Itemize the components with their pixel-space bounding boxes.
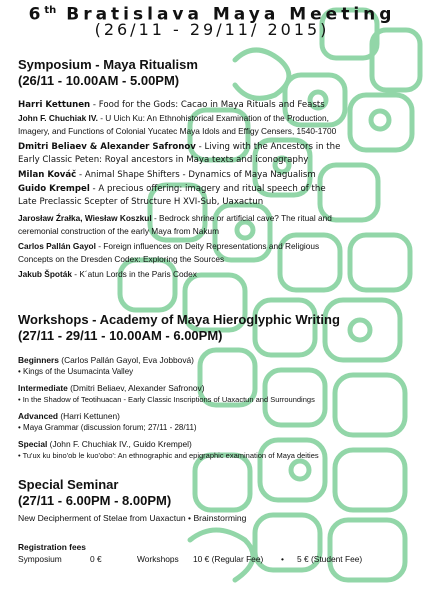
- fees-heading: Registration fees: [18, 542, 86, 552]
- level-advanced-topic: • Maya Grammar (discussion forum; 27/11 - 28/11): [18, 423, 197, 432]
- talk-4: Milan Kováč - Animal Shape Shifters - Dynamics of Maya Nagualism: [18, 170, 316, 180]
- level-intermediate-topic: • In the Shadow of Teotihuacan - Early Classic Inscriptions of Uaxactun and Surroundings: [18, 395, 315, 404]
- level-special-topic: • Tu'ux ku bino'ob le kuo'obo': An ethnographic and epigraphic examination of Maya deities: [18, 451, 319, 460]
- talk-5-cont: Late Preclassic Scepter of Structure H XVI-Sub, Uaxactun: [18, 197, 264, 207]
- talk-8: Jakub Špoták - K´atun Lords in the Paris Codex: [18, 269, 197, 279]
- fee-bullet: •: [281, 554, 284, 564]
- talk-1: Harri Kettunen - Food for the Gods: Cacao in Maya Rituals and Feasts: [18, 100, 325, 110]
- fee-workshops-regular: 10 € (Regular Fee): [193, 554, 264, 564]
- symposium-heading: Symposium - Maya Ritualism: [18, 57, 198, 72]
- symposium-time: (26/11 - 10.00AM - 5.00PM): [18, 73, 180, 88]
- seminar-heading: Special Seminar: [18, 477, 119, 492]
- event-dates: (26/11 - 29/11/ 2015): [94, 20, 330, 39]
- talk-3-cont: Early Classic Peten: Royal ancestors in Maya texts and iconography: [18, 155, 309, 165]
- level-beginners-topic: • Kings of the Usumacinta Valley: [18, 367, 134, 376]
- level-advanced: Advanced (Harri Kettunen): [18, 411, 120, 421]
- talk-7-cont: Concepts on the Dresden Codex: Exploring the Sources: [18, 254, 225, 264]
- level-intermediate: Intermediate (Dmitri Beliaev, Alexander Safronov): [18, 383, 205, 393]
- talk-6-cont: ceremonial construction of the early Maya from Nakum: [18, 226, 220, 236]
- event-title: 6th Bratislava Maya Meeting: [28, 4, 396, 25]
- level-special: Special (John F. Chuchiak IV., Guido Krempel): [18, 439, 192, 449]
- fee-workshops-label: Workshops: [137, 554, 179, 564]
- seminar-time: (27/11 - 6.00PM - 8.00PM): [18, 493, 172, 508]
- workshops-time: (27/11 - 29/11 - 10.00AM - 6.00PM): [18, 328, 223, 343]
- talk-6: Jarosław Źrałka, Wiesław Koszkul - Bedrock shrine or artificial cave? The ritual and: [18, 213, 332, 223]
- talk-5: Guido Krempel - A precious offering: imagery and ritual speech of the: [18, 184, 326, 194]
- talk-2: John F. Chuchiak IV. - U Uich Ku: An Ethnohistorical Examination of the Production,: [18, 113, 329, 123]
- workshops-heading: Workshops - Academy of Maya Hieroglyphic Writing: [18, 312, 340, 327]
- talk-2-cont: Imagery, and Functions of Colonial Yucatec Maya Idols and Effigy Censers, 1540-1700: [18, 126, 337, 136]
- fee-symposium-label: Symposium: [18, 554, 62, 564]
- fee-workshops-student: 5 € (Student Fee): [297, 554, 363, 564]
- level-beginners: Beginners (Carlos Pallán Gayol, Eva Jobbová): [18, 355, 194, 365]
- talk-7: Carlos Pallán Gayol - Foreign influences on Deity Representations and Religious: [18, 241, 320, 251]
- fee-symposium-price: 0 €: [90, 554, 102, 564]
- seminar-description: New Decipherment of Stelae from Uaxactun • Brainstorming: [18, 513, 247, 523]
- talk-3: Dmitri Beliaev & Alexander Safronov - Living with the Ancestors in the: [18, 142, 341, 152]
